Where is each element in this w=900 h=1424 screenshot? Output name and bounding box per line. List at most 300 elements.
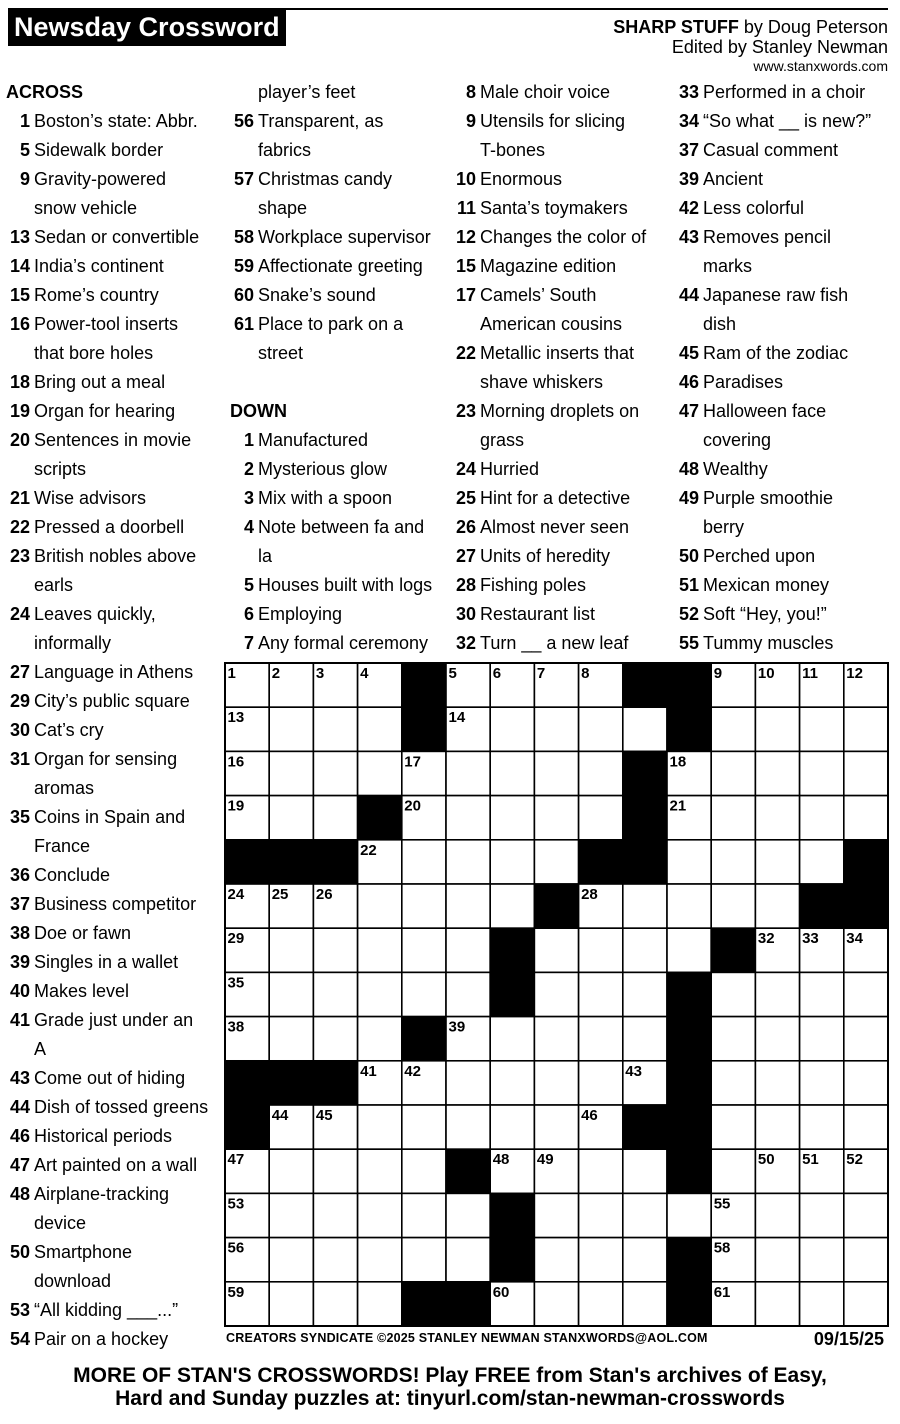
clue-number: 39 <box>678 169 699 189</box>
grid-cell[interactable] <box>313 1282 357 1326</box>
clue-number: 19 <box>9 401 30 421</box>
grid-cell[interactable] <box>755 972 799 1016</box>
grid-cell[interactable] <box>755 1282 799 1326</box>
clue-number: 56 <box>233 111 254 131</box>
grid-cell[interactable] <box>446 1061 490 1105</box>
grid-cell[interactable] <box>446 928 490 972</box>
grid-cell[interactable] <box>313 1149 357 1193</box>
grid-cell[interactable] <box>534 707 578 751</box>
grid-cell[interactable] <box>446 840 490 884</box>
across-clue-9-cont[interactable] <box>6 194 218 223</box>
down-clue-47-cont[interactable] <box>675 426 895 455</box>
grid-cell[interactable] <box>623 1282 667 1326</box>
across-clue-50-cont[interactable] <box>6 1267 218 1296</box>
across-clue-50[interactable] <box>6 1238 218 1267</box>
clue-text: Leaves quickly, <box>34 604 156 624</box>
grid-cell[interactable] <box>490 840 534 884</box>
across-clue-41-cont[interactable] <box>6 1035 218 1064</box>
grid-cell[interactable] <box>844 796 888 840</box>
across-clue-31[interactable] <box>6 745 218 774</box>
grid-cell[interactable] <box>755 1061 799 1105</box>
clue-number: 48 <box>9 1184 30 1204</box>
down-clue-37[interactable] <box>675 136 895 165</box>
across-clue-21[interactable] <box>6 484 218 513</box>
clue-number: 29 <box>9 691 30 711</box>
grid-cell[interactable] <box>490 751 534 795</box>
black-square <box>313 840 357 884</box>
across-clue-13[interactable] <box>6 223 218 252</box>
grid-cell[interactable] <box>358 1238 402 1282</box>
across-clue-1[interactable] <box>6 107 218 136</box>
clue-number: 59 <box>233 256 254 276</box>
clue-text: Workplace supervisor <box>258 227 431 247</box>
down-clue-49[interactable] <box>675 484 895 513</box>
clue-text: Cat’s cry <box>34 720 104 740</box>
grid-cell[interactable] <box>269 972 313 1016</box>
grid-cell[interactable] <box>490 1105 534 1149</box>
grid-cell[interactable] <box>755 1017 799 1061</box>
clue-text: Almost never seen <box>480 517 630 537</box>
grid-cell[interactable] <box>402 1105 446 1149</box>
grid-cell[interactable] <box>534 751 578 795</box>
grid-cell[interactable] <box>579 1282 623 1326</box>
down-clue-22[interactable] <box>452 339 672 368</box>
grid-cell[interactable] <box>667 884 711 928</box>
across-clue-14[interactable] <box>6 252 218 281</box>
grid-cell[interactable] <box>358 1193 402 1237</box>
grid-cell[interactable] <box>844 1105 888 1149</box>
down-clue-43-cont[interactable] <box>675 252 895 281</box>
down-clue-23-cont[interactable] <box>452 426 672 455</box>
clue-number: 9 <box>465 111 476 131</box>
down-clue-10[interactable] <box>452 165 672 194</box>
clue-number: 26 <box>455 517 476 537</box>
grid-cell[interactable] <box>534 1238 578 1282</box>
grid-cell[interactable] <box>269 1193 313 1237</box>
grid-cell[interactable] <box>800 751 844 795</box>
grid-cell[interactable] <box>844 1193 888 1237</box>
grid-cell[interactable] <box>402 1193 446 1237</box>
grid-cell[interactable] <box>579 928 623 972</box>
grid-cell[interactable] <box>534 1193 578 1237</box>
grid-cell[interactable] <box>446 972 490 1016</box>
grid-cell[interactable] <box>358 751 402 795</box>
grid-cell[interactable] <box>711 840 755 884</box>
grid-cell[interactable] <box>800 707 844 751</box>
down-clue-46[interactable] <box>675 368 895 397</box>
clue-number: 4 <box>243 517 254 537</box>
across-clue-22[interactable] <box>6 513 218 542</box>
grid-cell[interactable] <box>800 796 844 840</box>
grid-cell[interactable] <box>446 1193 490 1237</box>
puzzle-theme: SHARP STUFF <box>613 17 739 37</box>
grid-cell[interactable] <box>313 1017 357 1061</box>
grid-cell[interactable] <box>402 928 446 972</box>
grid-cell[interactable] <box>534 840 578 884</box>
grid-cell[interactable] <box>358 884 402 928</box>
across-clue-23-cont[interactable] <box>6 571 218 600</box>
clue-text: aromas <box>34 778 95 798</box>
grid-cell[interactable] <box>579 1017 623 1061</box>
grid-cell[interactable] <box>358 1017 402 1061</box>
across-clue-35[interactable] <box>6 803 218 832</box>
clue-text: Christmas candy <box>258 169 393 189</box>
across-clue-57[interactable] <box>230 165 442 194</box>
grid-cell[interactable] <box>844 751 888 795</box>
down-clue-6[interactable] <box>230 600 442 629</box>
clue-text: Restaurant list <box>480 604 596 624</box>
clue-text: Enormous <box>480 169 563 189</box>
grid-cell[interactable] <box>800 1105 844 1149</box>
grid-cell[interactable] <box>446 884 490 928</box>
clue-text: street <box>258 343 304 363</box>
grid-cell[interactable] <box>534 1105 578 1149</box>
clue-number: 14 <box>9 256 30 276</box>
across-clue-16[interactable] <box>6 310 218 339</box>
down-clue-7[interactable] <box>230 629 442 658</box>
grid-cell[interactable] <box>755 1238 799 1282</box>
across-clue-56[interactable] <box>230 107 442 136</box>
grid-cell[interactable] <box>800 1017 844 1061</box>
down-clue-1[interactable] <box>230 426 442 455</box>
grid-cell[interactable] <box>269 928 313 972</box>
cell-number: 21 <box>669 797 687 815</box>
down-clue-45[interactable] <box>675 339 895 368</box>
across-clue-46[interactable] <box>6 1122 218 1151</box>
grid-cell[interactable] <box>269 707 313 751</box>
grid-cell[interactable] <box>623 707 667 751</box>
across-clue-54[interactable] <box>6 1325 218 1354</box>
down-clue-4-cont[interactable] <box>230 542 442 571</box>
cell-number: 28 <box>581 886 598 903</box>
down-clue-51[interactable] <box>675 571 895 600</box>
grid-cell[interactable] <box>844 1017 888 1061</box>
grid-cell[interactable] <box>446 1238 490 1282</box>
across-clue-31-cont[interactable] <box>6 774 218 803</box>
grid-cell[interactable] <box>358 1149 402 1193</box>
grid-cell[interactable] <box>711 884 755 928</box>
clue-number: 24 <box>455 459 476 479</box>
grid-cell[interactable] <box>313 707 357 751</box>
across-clue-16-cont[interactable] <box>6 339 218 368</box>
grid-cell[interactable] <box>755 1193 799 1237</box>
grid-cell[interactable] <box>623 928 667 972</box>
clue-text: Place to park on a <box>258 314 404 334</box>
across-clue-30[interactable] <box>6 716 218 745</box>
down-clue-17[interactable] <box>452 281 672 310</box>
cell-number: 4 <box>360 665 369 682</box>
grid-cell[interactable] <box>844 1282 888 1326</box>
grid-cell[interactable] <box>313 1193 357 1237</box>
grid-cell[interactable] <box>490 1061 534 1105</box>
down-clue-27[interactable] <box>452 542 672 571</box>
cell-number: 53 <box>227 1195 245 1213</box>
cell-number: 11 <box>802 665 818 682</box>
grid-cell[interactable] <box>446 796 490 840</box>
grid-cell[interactable] <box>755 796 799 840</box>
grid-cell[interactable] <box>623 884 667 928</box>
grid-cell[interactable] <box>579 1238 623 1282</box>
down-clue-28[interactable] <box>452 571 672 600</box>
clue-text: Wise advisors <box>34 488 147 508</box>
grid-cell[interactable] <box>800 1193 844 1237</box>
grid-cell[interactable] <box>534 972 578 1016</box>
grid-cell[interactable] <box>711 1105 755 1149</box>
across-clue-56-cont[interactable] <box>230 136 442 165</box>
down-clue-2[interactable] <box>230 455 442 484</box>
clue-text: Historical periods <box>34 1126 173 1146</box>
grid-cell[interactable] <box>269 1282 313 1326</box>
grid-cell[interactable] <box>446 1105 490 1149</box>
grid-cell[interactable] <box>755 884 799 928</box>
clue-number: 42 <box>678 198 699 218</box>
clue-number: 61 <box>233 314 254 334</box>
grid-cell[interactable] <box>579 1193 623 1237</box>
down-clue-52[interactable] <box>675 600 895 629</box>
grid-cell[interactable] <box>800 1061 844 1105</box>
across-clue-43[interactable] <box>6 1064 218 1093</box>
grid-cell[interactable] <box>402 884 446 928</box>
grid-cell[interactable] <box>402 972 446 1016</box>
down-clue-11[interactable] <box>452 194 672 223</box>
down-clue-26[interactable] <box>452 513 672 542</box>
down-clue-34[interactable] <box>675 107 895 136</box>
grid-cell[interactable] <box>490 707 534 751</box>
across-clue-35-cont[interactable] <box>6 832 218 861</box>
across-clue-18[interactable] <box>6 368 218 397</box>
grid-cell[interactable] <box>711 707 755 751</box>
across-clue-27[interactable] <box>6 658 218 687</box>
grid-cell[interactable] <box>313 972 357 1016</box>
down-clue-9[interactable] <box>452 107 672 136</box>
across-clue-37[interactable] <box>6 890 218 919</box>
clue-text: T-bones <box>480 140 546 160</box>
cell-number: 49 <box>536 1151 554 1169</box>
website-link[interactable]: www.stanxwords.com <box>753 58 888 74</box>
grid-cell[interactable] <box>755 707 799 751</box>
clue-text: Grade just under an <box>34 1010 194 1030</box>
grid-cell[interactable] <box>534 1061 578 1105</box>
crossword-grid[interactable] <box>224 662 889 1327</box>
grid-cell[interactable] <box>579 751 623 795</box>
down-clue-55[interactable] <box>675 629 895 658</box>
grid-cell[interactable] <box>269 1017 313 1061</box>
across-clue-58[interactable] <box>230 223 442 252</box>
down-clue-15[interactable] <box>452 252 672 281</box>
grid-cell[interactable] <box>269 751 313 795</box>
grid-cell[interactable] <box>402 1149 446 1193</box>
grid-cell[interactable] <box>534 1282 578 1326</box>
grid-cell[interactable] <box>800 1282 844 1326</box>
across-clue-38[interactable] <box>6 919 218 948</box>
grid-cell[interactable] <box>711 751 755 795</box>
across-clue-61[interactable] <box>230 310 442 339</box>
grid-cell[interactable] <box>579 972 623 1016</box>
grid-cell[interactable] <box>800 1238 844 1282</box>
grid-cell[interactable] <box>755 751 799 795</box>
grid-cell[interactable] <box>844 972 888 1016</box>
grid-cell[interactable] <box>402 1238 446 1282</box>
down-clue-8[interactable] <box>452 78 672 107</box>
cell-number: 2 <box>271 665 281 682</box>
cell-number: 16 <box>227 753 245 771</box>
grid-cell[interactable] <box>313 1238 357 1282</box>
clue-number: 11 <box>456 198 476 218</box>
cell-number: 18 <box>669 753 687 771</box>
across-clue-48-cont[interactable] <box>6 1209 218 1238</box>
grid-cell[interactable] <box>623 1238 667 1282</box>
grid-cell[interactable] <box>711 1149 755 1193</box>
clue-text: France <box>34 836 91 856</box>
cell-number: 60 <box>492 1283 510 1301</box>
cell-number: 33 <box>802 930 819 948</box>
grid-cell[interactable] <box>402 840 446 884</box>
across-clue-47[interactable] <box>6 1151 218 1180</box>
across-clue-24[interactable] <box>6 600 218 629</box>
grid-cell[interactable] <box>490 1017 534 1061</box>
down-clue-47[interactable] <box>675 397 895 426</box>
grid-cell[interactable] <box>579 796 623 840</box>
down-clue-44[interactable] <box>675 281 895 310</box>
down-clue-25[interactable] <box>452 484 672 513</box>
grid-cell[interactable] <box>534 1017 578 1061</box>
grid-cell[interactable] <box>313 751 357 795</box>
grid-cell[interactable] <box>711 972 755 1016</box>
down-clue-9-cont[interactable] <box>452 136 672 165</box>
across-clue-9[interactable] <box>6 165 218 194</box>
grid-cell[interactable] <box>313 796 357 840</box>
clue-text: British nobles above <box>34 546 197 566</box>
across-clue-23[interactable] <box>6 542 218 571</box>
clue-number: 5 <box>243 575 254 595</box>
across-clue-15[interactable] <box>6 281 218 310</box>
clue-text: American cousins <box>480 314 623 334</box>
clue-text: Perched upon <box>703 546 816 566</box>
clue-number: 49 <box>678 488 699 508</box>
down-clue-22-cont[interactable] <box>452 368 672 397</box>
grid-cell[interactable] <box>844 1238 888 1282</box>
across-clue-39[interactable] <box>6 948 218 977</box>
down-clue-17-cont[interactable] <box>452 310 672 339</box>
grid-cell[interactable] <box>667 928 711 972</box>
down-clue-44-cont[interactable] <box>675 310 895 339</box>
grid-cell[interactable] <box>269 1238 313 1282</box>
down-clue-30[interactable] <box>452 600 672 629</box>
black-square <box>269 840 313 884</box>
grid-cell[interactable] <box>269 1149 313 1193</box>
grid-cell[interactable] <box>490 796 534 840</box>
grid-cell[interactable] <box>623 972 667 1016</box>
grid-cell[interactable] <box>269 796 313 840</box>
down-clue-42[interactable] <box>675 194 895 223</box>
across-clue-29[interactable] <box>6 687 218 716</box>
grid-cell[interactable] <box>755 1105 799 1149</box>
clue-text: Halloween face <box>703 401 827 421</box>
across-clue-53[interactable] <box>6 1296 218 1325</box>
grid-cell[interactable] <box>711 796 755 840</box>
clue-text: Affectionate greeting <box>258 256 423 276</box>
clue-number: 5 <box>19 140 30 160</box>
clue-number: 20 <box>9 430 30 450</box>
across-clue-61-cont[interactable] <box>230 339 442 368</box>
grid-cell[interactable] <box>358 1282 402 1326</box>
down-clue-50[interactable] <box>675 542 895 571</box>
clue-column-1 <box>6 78 218 1354</box>
across-clue-24-cont[interactable] <box>6 629 218 658</box>
cell-number: 37 <box>669 974 687 992</box>
grid-cell[interactable] <box>711 1017 755 1061</box>
across-clue-40[interactable] <box>6 977 218 1006</box>
across-clue-48[interactable] <box>6 1180 218 1209</box>
clue-number: 1 <box>19 111 30 131</box>
across-clue-19[interactable] <box>6 397 218 426</box>
across-clue-5[interactable] <box>6 136 218 165</box>
across-clue-36[interactable] <box>6 861 218 890</box>
down-clue-24[interactable] <box>452 455 672 484</box>
clue-number: 53 <box>9 1300 30 1320</box>
down-clue-4[interactable] <box>230 513 442 542</box>
across-clue-57-cont[interactable] <box>230 194 442 223</box>
grid-cell[interactable] <box>579 707 623 751</box>
across-clue-44[interactable] <box>6 1093 218 1122</box>
grid-cell[interactable] <box>667 1193 711 1237</box>
down-clue-33[interactable] <box>675 78 895 107</box>
down-clue-49-cont[interactable] <box>675 513 895 542</box>
across-clue-20[interactable] <box>6 426 218 455</box>
down-clue-12[interactable] <box>452 223 672 252</box>
grid-cell[interactable] <box>313 928 357 972</box>
grid-cell[interactable] <box>358 928 402 972</box>
cell-number: 54 <box>492 1195 510 1213</box>
grid-cell[interactable] <box>844 1061 888 1105</box>
down-clue-48[interactable] <box>675 455 895 484</box>
down-clue-43[interactable] <box>675 223 895 252</box>
grid-cell[interactable] <box>844 707 888 751</box>
cell-number: 56 <box>227 1239 245 1257</box>
across-clue-41[interactable] <box>6 1006 218 1035</box>
grid-cell[interactable] <box>800 972 844 1016</box>
grid-cell[interactable] <box>358 972 402 1016</box>
across-clue-60[interactable] <box>230 281 442 310</box>
down-clue-32[interactable] <box>452 629 672 658</box>
grid-cell[interactable] <box>623 1149 667 1193</box>
grid-cell[interactable] <box>490 884 534 928</box>
down-clue-23[interactable] <box>452 397 672 426</box>
grid-cell[interactable] <box>579 1061 623 1105</box>
across-clue-59[interactable] <box>230 252 442 281</box>
grid-cell[interactable] <box>800 840 844 884</box>
grid-cell[interactable] <box>623 1017 667 1061</box>
grid-cell[interactable] <box>755 840 799 884</box>
grid-cell[interactable] <box>711 1061 755 1105</box>
grid-svg[interactable] <box>224 662 889 1327</box>
grid-cell[interactable] <box>623 1193 667 1237</box>
grid-cell[interactable] <box>667 840 711 884</box>
down-clue-39[interactable] <box>675 165 895 194</box>
grid-cell[interactable] <box>358 707 402 751</box>
puzzle-date: 09/15/25 <box>813 1329 884 1349</box>
clue-number <box>452 136 476 165</box>
grid-cell[interactable] <box>534 796 578 840</box>
down-clue-5[interactable] <box>230 571 442 600</box>
down-clue-3[interactable] <box>230 484 442 513</box>
grid-cell[interactable] <box>534 928 578 972</box>
across-clue-20-cont[interactable] <box>6 455 218 484</box>
grid-cell[interactable] <box>579 1149 623 1193</box>
grid-cell[interactable] <box>358 1105 402 1149</box>
grid-cell[interactable] <box>446 751 490 795</box>
across-clue-54-cont[interactable] <box>230 78 442 107</box>
